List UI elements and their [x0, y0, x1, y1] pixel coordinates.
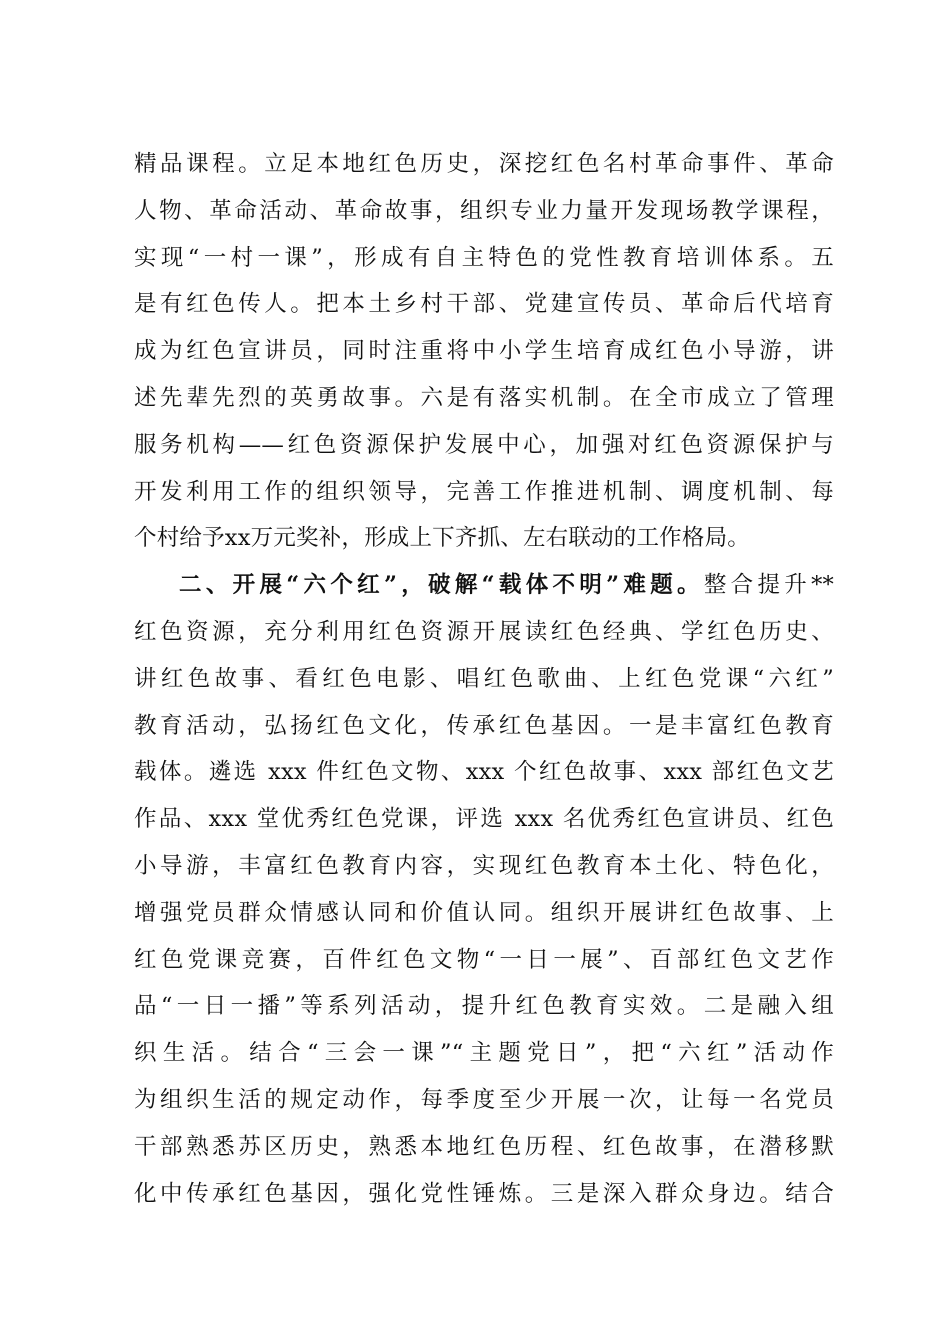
text-line: 载体。遴选 xxx 件红色文物、xxx 个红色故事、xxx 部红色文艺 [134, 759, 834, 786]
text-line: 增强党员群众情感认同和价值认同。组织开展讲红色故事、上 [134, 899, 834, 926]
text-line: 精品课程。立足本地红色历史，深挖红色名村革命事件、革命 [134, 151, 834, 177]
text-line: 实现“一村一课”，形成有自主特色的党性教育培训体系。五 [134, 244, 834, 271]
text-line: 人物、革命活动、革命故事，组织专业力量开发现场教学课程， [134, 197, 834, 224]
text-line: 是有红色传人。把本土乡村干部、党建宣传员、革命后代培育 [134, 291, 834, 318]
text-line: 述先辈先烈的英勇故事。六是有落实机制。在全市成立了管理 [134, 384, 834, 411]
text-line: 干部熟悉苏区历史，熟悉本地红色历程、红色故事，在潜移默 [134, 1133, 834, 1160]
text-line: 作品、xxx 堂优秀红色党课，评选 xxx 名优秀红色宣讲员、红色 [134, 806, 834, 833]
text-line: 教育活动，弘扬红色文化，传承红色基因。一是丰富红色教育 [134, 712, 834, 739]
heading-line [134, 562, 834, 609]
text-line: 成为红色宣讲员，同时注重将中小学生培育成红色小导游，讲 [134, 338, 834, 365]
text-line: 讲红色故事、看红色电影、唱红色歌曲、上红色党课“六红” [134, 665, 834, 692]
text-line: 品“一日一播”等系列活动，提升红色教育实效。二是融入组 [134, 993, 834, 1020]
heading-line-rest: 整合提升** [703, 572, 834, 599]
text-line: 开发利用工作的组织领导，完善工作推进机制、调度机制、每 [134, 478, 834, 505]
document-body [134, 141, 834, 1217]
text-line: 红色资源，充分利用红色资源开展读红色经典、学红色历史、 [134, 618, 834, 645]
text-line: 化中传承红色基因，强化党性锤炼。三是深入群众身边。结合 [134, 1180, 834, 1207]
paragraph-2 [134, 562, 834, 1217]
text-line: 服务机构——红色资源保护发展中心，加强对红色资源保护与 [134, 431, 834, 458]
text-line: 个村给予xx万元奖补，形成上下齐抓、左右联动的工作格局。 [134, 525, 750, 552]
section-heading: 二、开展“六个红”，破解“载体不明”难题。 [179, 572, 704, 599]
text-line: 织生活。结合“三会一课”“主题党日”，把“六红”活动作 [134, 1040, 834, 1067]
text-line: 小导游，丰富红色教育内容，实现红色教育本土化、特色化， [134, 852, 834, 879]
paragraph-1 [134, 141, 834, 562]
text-line: 为组织生活的规定动作，每季度至少开展一次，让每一名党员 [134, 1086, 834, 1113]
text-line: 红色党课竞赛，百件红色文物“一日一展”、百部红色文艺作 [134, 946, 834, 973]
